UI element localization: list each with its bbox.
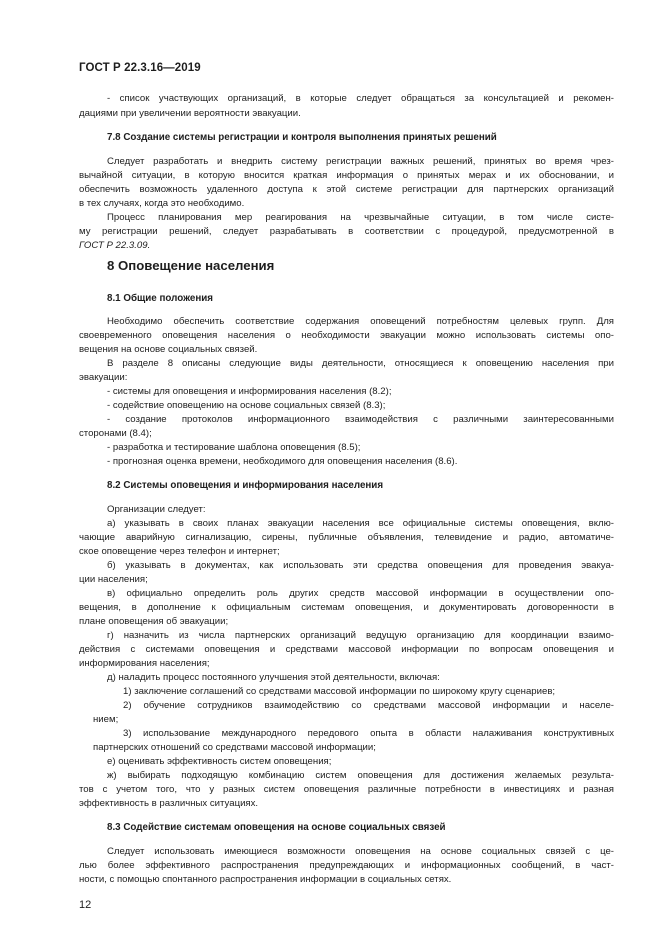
- text-line: - прогнозная оценка времени, необходимого для оповещения населения (8.6).: [107, 456, 458, 467]
- text-line: е) оценивать эффективность систем оповещения;: [107, 756, 332, 767]
- text-line: сторонами (8.4);: [79, 428, 152, 439]
- text-line: эвакуации:: [79, 372, 128, 383]
- text-line: информирования населения;: [79, 658, 210, 669]
- text-line: ж) выбирать подходящую комбинацию систем оповещения для достижения желаемых результа-: [107, 770, 614, 781]
- text-line: Процесс планирования мер реагирования на чрезвычайные ситуации, в том числе систе-: [107, 212, 614, 223]
- text-line: в) официально определить роль других средств массовой информации в осуществлении опо-: [107, 588, 614, 599]
- text-line: обеспечить возможность удаленного доступа к этой системе регистрации для партнерских организаций: [79, 184, 614, 195]
- text-line: - список участвующих организаций, в которые следует обращаться за консультацией и рекомен-: [107, 93, 614, 104]
- text-line: вещения, в дополнение к официальным системам оповещения, и документировать договоренности в: [79, 602, 614, 613]
- text-line: Организации следует:: [107, 504, 206, 515]
- text-line: партнерских отношений со средствами массовой информации;: [93, 742, 376, 753]
- text-line: Следует разработать и внедрить систему регистрации важных решений, принятых во время чрез-: [107, 156, 614, 167]
- text-line: д) наладить процесс постоянного улучшения этой деятельности, включая:: [107, 672, 440, 683]
- text-line: нием;: [93, 714, 119, 725]
- page-number: 12: [79, 899, 92, 911]
- text-line: ции населения;: [79, 574, 148, 585]
- text-line: дациями при увеличении вероятности эвакуации.: [79, 108, 301, 119]
- text-line: эффективность в различных ситуациях.: [79, 798, 259, 809]
- text-line: тов с учетом того, что у разных систем оповещения различные потребности в инвестициях и разная: [79, 784, 614, 795]
- text-line: вычайной ситуации, в которую вносится краткая информация о принятых мерах и их обосновании, и: [79, 170, 614, 181]
- text-line: ское оповещение через телефон и интернет;: [79, 546, 280, 557]
- text-line: В разделе 8 описаны следующие виды деятельности, относящиеся к оповещению населения при: [107, 358, 614, 369]
- text-line: 3) использование международного передового опыта в области налаживания конструктивных: [123, 728, 614, 739]
- text-line: своевременного оповещения населения о необходимости эвакуации можно использовать системы опо-: [79, 330, 614, 341]
- document-header: ГОСТ Р 22.3.16—2019: [79, 62, 201, 74]
- text-line: 2) обучение сотрудников взаимодействию со средствами массовой информации и населе-: [123, 700, 614, 711]
- subsection-heading: 8.1 Общие положения: [107, 293, 214, 304]
- text-line: - системы для оповещения и информирования населения (8.2);: [107, 386, 392, 397]
- text-line: лью более эффективного распространения предупреждающих и информационных сообщений, в част-: [79, 860, 614, 871]
- text-line: вещения на основе социальных связей.: [79, 344, 258, 355]
- text-line: 1) заключение соглашений со средствами массовой информации по широкому кругу сценариев;: [123, 686, 556, 697]
- text-line: Необходимо обеспечить соответствие содержания оповещений потребностям целевых групп. Для: [107, 316, 614, 327]
- text-line: б) указывать в документах, как использовать эти средства оповещения для проведения эвакуа-: [107, 560, 614, 571]
- text-line: Следует использовать имеющиеся возможности оповещения на основе социальных связей с це-: [107, 846, 614, 857]
- text-line: а) указывать в своих планах эвакуации населения все официальные системы оповещения, вклю-: [107, 518, 614, 529]
- text-line: ности, с помощью спонтанного распространения информации в социальных сетях.: [79, 874, 452, 885]
- text-line: чающие аварийную сигнализацию, сирены, публичные объявления, телевидение и радио, автоматиче-: [79, 532, 614, 543]
- section-heading: 8 Оповещение населения: [107, 258, 275, 273]
- text-line: г) назначить из числа партнерских организаций ведущую организацию для координации взаимо-: [107, 630, 614, 641]
- subsection-heading: 8.2 Системы оповещения и информирования населения: [107, 480, 384, 491]
- text-line: - содействие оповещению на основе социальных связей (8.3);: [107, 400, 386, 411]
- text-line: му регистрации решений, следует разрабатывать в соответствии с процедурой, предусмотренной в: [79, 226, 614, 237]
- text-line: плане оповещения об эвакуации;: [79, 616, 229, 627]
- subsection-heading: 7.8 Создание системы регистрации и контроля выполнения принятых решений: [107, 132, 497, 143]
- text-line: в тех случаях, когда это необходимо.: [79, 198, 245, 209]
- text-line: ГОСТ Р 22.3.09.: [79, 240, 151, 251]
- text-line: действия с системами оповещения и средствами массовой информации по вопросам оповещения и: [79, 644, 614, 655]
- text-line: - разработка и тестирование шаблона оповещения (8.5);: [107, 442, 361, 453]
- subsection-heading: 8.3 Содействие системам оповещения на основе социальных связей: [107, 822, 446, 833]
- text-line: - создание протоколов информационного взаимодействия с различными заинтересованными: [107, 414, 614, 425]
